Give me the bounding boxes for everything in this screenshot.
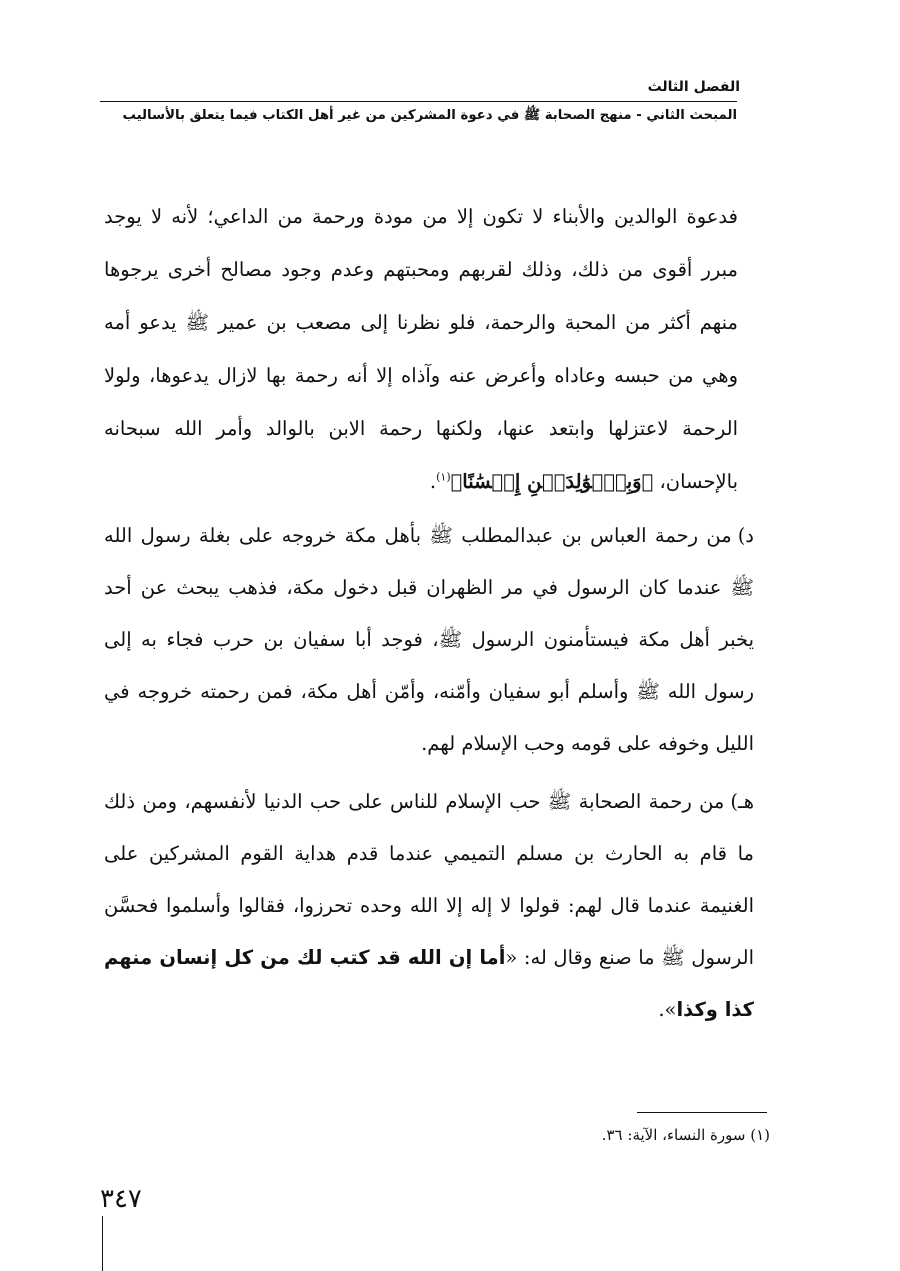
section-title: المبحث الثاني - منهج الصحابة ﷺ في دعوة المشركين من غير أهل الكتاب فيما يتعلق بالأساليب <box>122 108 737 123</box>
list-item-text: من رحمة العباس بن عبدالمطلب ﷺ بأهل مكة خروجه على بغلة رسول الله ﷺ عندما كان الرسول في مر الظهران قبل دخول مكة، فذهب يبحث عن أحد يخبر أهل مكة فيستأمنون الرسول ﷺ، فوجد أبا سفيان بن حرب فجاء به إلى رسول الله ﷺ وأسلم أبو سفيان وأمّنه، وأمّن أهل مكة، فمن رحمته خروجه في الليل وخوفه على قومه وحب الإسلام لهم. <box>104 524 754 755</box>
quran-verse: ﴿وَبِٱلۡوَٰلِدَيۡنِ إِحۡسَٰنًا﴾ <box>450 470 654 493</box>
paragraph-parents-dawah <box>104 190 738 508</box>
list-marker: د) <box>737 524 754 547</box>
list-item-end: ». <box>658 998 677 1021</box>
hadith-quote: أما إن الله قد كتب لك من كل إنسان منهم كذا وكذا <box>104 946 754 1021</box>
list-item-text: من رحمة الصحابة ﷺ حب الإسلام للناس على حب الدنيا لأنفسهم، ومن ذلك ما قام به الحارث بن مسلم التميمي عندما قدم هداية القوم المشركين على الغنيمة عندما قال لهم: قولوا لا إله إلا الله وحده تحرزوا، فقالوا وأسلموا فحسَّن الرسول ﷺ ما صنع وقال له: « <box>104 790 754 969</box>
list-item-abbas <box>104 510 754 770</box>
list-item-companions-mercy <box>104 776 754 1036</box>
page-number: ٣٤٧ <box>100 1184 142 1214</box>
running-header <box>100 78 740 96</box>
footnote-reference[interactable]: (١) <box>436 470 451 484</box>
list-marker: هـ) <box>730 790 754 813</box>
footnote-1: (١) سورة النساء، الآية: ٣٦. <box>601 1126 770 1144</box>
margin-rule <box>102 1216 103 1271</box>
paragraph-end: . <box>429 470 437 493</box>
paragraph-text: فدعوة الوالدين والأبناء لا تكون إلا من مودة ورحمة من الداعي؛ لأنه لا يوجد مبرر أقوى من ذلك، وذلك لقربهم ومحبتهم وعدم وجود مصالح أخرى يرجوها منهم أكثر من المحبة والرحمة، فلو نظرنا إلى مصعب بن عمير ﷺ يدعو أمه وهي من حبسه وعاداه وأعرض عنه وآذاه إلا أنه رحمة بها لازال يدعوها، ولولا الرحمة لاعتزلها وابتعد عنها، ولكنها رحمة الابن بالوالد وأمر الله سبحانه بالإحسان، <box>104 205 738 493</box>
chapter-title: الفصل الثالث <box>647 79 740 95</box>
footnote-divider <box>637 1112 767 1113</box>
header-divider <box>100 101 737 102</box>
